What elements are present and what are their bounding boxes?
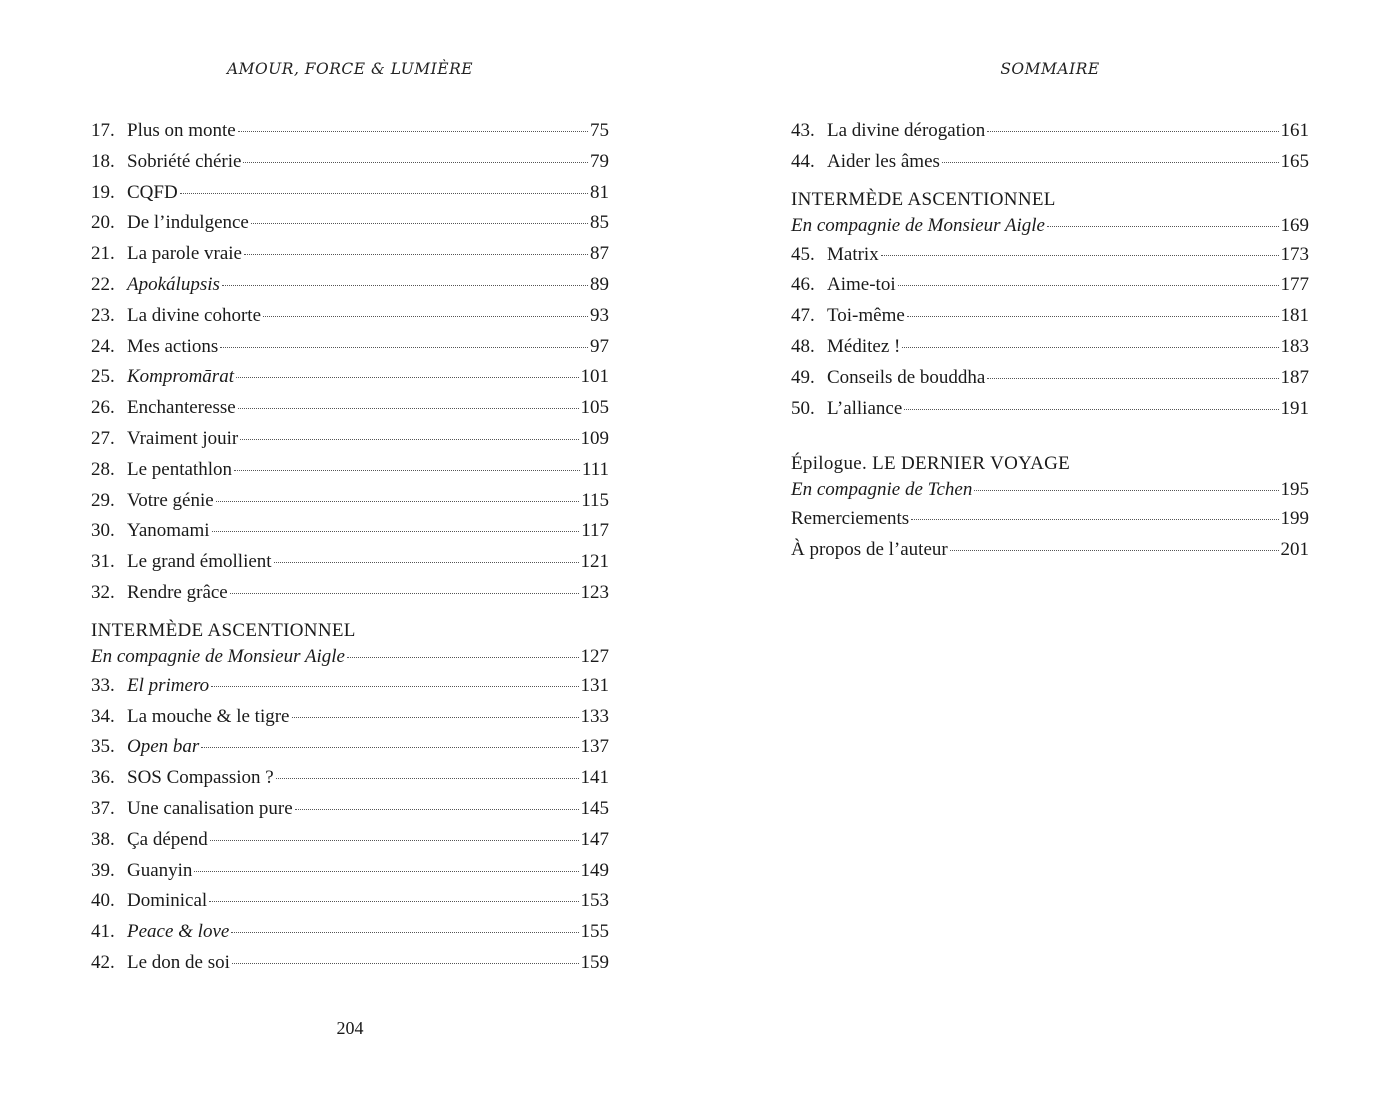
left-page xyxy=(91,0,609,1115)
entry-title: El primero xyxy=(127,674,210,696)
dot-leader xyxy=(216,500,579,502)
toc-entries xyxy=(91,671,609,979)
running-head-left: AMOUR, FORCE & LUMIÈRE xyxy=(226,60,474,78)
entry-number: 23. xyxy=(91,304,115,326)
dot-leader xyxy=(238,407,579,409)
entry-page: 105 xyxy=(580,397,609,419)
toc-entry[interactable] xyxy=(791,332,1309,363)
entry-title: Aime-toi xyxy=(827,274,896,296)
toc-entry[interactable] xyxy=(91,917,609,948)
entry-title: Ça dépend xyxy=(127,828,208,850)
entry-number: 36. xyxy=(91,767,115,789)
dot-leader xyxy=(881,254,1279,256)
toc-entry[interactable] xyxy=(91,578,609,609)
toc-entry[interactable] xyxy=(791,270,1309,301)
dot-leader xyxy=(292,716,579,718)
toc-entry[interactable] xyxy=(791,535,1309,566)
entry-title: La parole vraie xyxy=(127,243,242,265)
entry-page: 133 xyxy=(580,705,609,727)
entry-page: 109 xyxy=(580,427,609,449)
entry-number: 34. xyxy=(91,705,115,727)
entry-title: Kompromārat xyxy=(127,366,234,388)
toc-entry[interactable] xyxy=(91,486,609,517)
entry-title: Apokálupsis xyxy=(127,273,220,295)
toc-entry[interactable] xyxy=(91,547,609,578)
toc-entry[interactable] xyxy=(91,886,609,917)
dot-leader xyxy=(244,253,588,255)
entry-title: La divine dérogation xyxy=(827,120,986,141)
toc-entry[interactable] xyxy=(91,948,609,979)
entry-number: 43. xyxy=(791,120,815,141)
dot-leader xyxy=(210,839,579,841)
entry-number: 41. xyxy=(91,921,115,943)
toc-entry[interactable] xyxy=(91,455,609,486)
dot-leader xyxy=(902,346,1278,348)
toc-entry[interactable] xyxy=(791,147,1309,178)
dot-leader xyxy=(201,746,578,748)
entry-page: 159 xyxy=(580,951,609,973)
dot-leader xyxy=(904,408,1278,410)
entry-page: 191 xyxy=(1280,397,1309,419)
entry-page: 147 xyxy=(580,828,609,850)
toc-entry-interlude[interactable] xyxy=(91,643,609,671)
toc-entry[interactable] xyxy=(91,516,609,547)
entry-page: 123 xyxy=(580,581,609,603)
dot-leader xyxy=(276,777,579,779)
entry-number: 44. xyxy=(791,150,815,172)
toc-entry-epilogue[interactable] xyxy=(791,476,1309,504)
dot-leader xyxy=(907,315,1279,317)
entry-title: Peace & love xyxy=(127,921,230,943)
dot-leader xyxy=(295,808,579,810)
running-head-right: SOMMAIRE xyxy=(1000,60,1100,78)
dot-leader xyxy=(898,284,1279,286)
entry-number: 26. xyxy=(91,397,115,419)
dot-leader xyxy=(209,900,578,902)
entry-number: 40. xyxy=(91,890,115,912)
entry-number: 17. xyxy=(91,120,115,141)
toc-entry[interactable] xyxy=(91,270,609,301)
dot-leader xyxy=(194,870,578,872)
entry-number: 30. xyxy=(91,520,115,542)
entry-title: Mes actions xyxy=(127,335,219,357)
dot-leader xyxy=(180,192,588,194)
entry-page: 169 xyxy=(1280,214,1309,236)
entry-page: 93 xyxy=(590,304,609,326)
entry-number: 32. xyxy=(91,581,115,603)
toc-entry[interactable] xyxy=(791,116,1309,147)
entry-page: 153 xyxy=(580,890,609,912)
dot-leader xyxy=(231,931,578,933)
entry-number: 27. xyxy=(91,427,115,449)
entry-page: 145 xyxy=(580,797,609,819)
epilogue-title: LE DERNIER VOYAGE xyxy=(872,453,1071,475)
entry-number: 47. xyxy=(791,305,815,327)
entry-title: L’alliance xyxy=(827,397,903,419)
entry-number: 18. xyxy=(91,150,115,172)
entry-number: 28. xyxy=(91,458,115,480)
entry-page: 75 xyxy=(590,120,609,141)
dot-leader xyxy=(232,962,579,964)
toc-entry[interactable] xyxy=(791,301,1309,332)
entry-page: 181 xyxy=(1280,305,1309,327)
dot-leader xyxy=(347,656,579,658)
entry-page: 121 xyxy=(580,551,609,573)
entry-number: 39. xyxy=(91,859,115,881)
entry-number: 25. xyxy=(91,366,115,388)
entry-title: Matrix xyxy=(827,243,879,265)
entry-page: 149 xyxy=(580,859,609,881)
toc-entry[interactable] xyxy=(91,208,609,239)
entry-title: CQFD xyxy=(127,181,178,203)
entry-number: 37. xyxy=(91,797,115,819)
dot-leader xyxy=(211,685,578,687)
entry-page: 87 xyxy=(590,243,609,265)
entry-number: 49. xyxy=(791,366,815,388)
toc-entry[interactable] xyxy=(91,856,609,887)
entry-title: Guanyin xyxy=(127,859,193,881)
toc-entries xyxy=(791,240,1309,425)
entry-title: À propos de l’auteur xyxy=(791,539,948,561)
entry-page: 201 xyxy=(1280,539,1309,561)
interlude-heading: INTERMÈDE ASCENTIONNEL xyxy=(91,619,356,641)
entry-page: 177 xyxy=(1280,274,1309,296)
entry-page: 161 xyxy=(1280,120,1309,141)
entry-title: La divine cohorte xyxy=(127,304,262,326)
entry-title: De l’indulgence xyxy=(127,212,249,234)
entry-title: Méditez ! xyxy=(827,335,901,357)
entry-title: Votre génie xyxy=(127,489,214,511)
entry-page: 137 xyxy=(580,736,609,758)
entry-page: 79 xyxy=(590,150,609,172)
entry-number: 33. xyxy=(91,674,115,696)
toc-entry[interactable] xyxy=(791,394,1309,425)
entry-number: 46. xyxy=(791,274,815,296)
entry-title: Rendre grâce xyxy=(127,581,228,603)
dot-leader xyxy=(942,161,1279,163)
entry-page: 199 xyxy=(1280,508,1309,530)
toc-entry[interactable] xyxy=(91,178,609,209)
epilogue-heading xyxy=(791,452,1309,476)
dot-leader xyxy=(987,130,1278,132)
toc-entry[interactable] xyxy=(91,116,609,147)
entry-title: Le don de soi xyxy=(127,951,230,973)
entry-title: Dominical xyxy=(127,890,208,912)
toc-back-matter xyxy=(791,504,1309,566)
spacer xyxy=(791,424,1309,442)
entry-number: 45. xyxy=(791,243,815,265)
entry-page: 115 xyxy=(581,489,609,511)
entry-title: En compagnie de Monsieur Aigle xyxy=(91,645,345,667)
toc-entries xyxy=(91,116,609,609)
entry-page: 165 xyxy=(1280,150,1309,172)
toc-entry[interactable] xyxy=(91,393,609,424)
entry-page: 195 xyxy=(1280,479,1309,501)
interlude-heading: INTERMÈDE ASCENTIONNEL xyxy=(791,188,1056,210)
toc-entry[interactable] xyxy=(91,702,609,733)
toc-entry[interactable] xyxy=(91,825,609,856)
toc-entry[interactable] xyxy=(91,332,609,363)
entry-title: En compagnie de Monsieur Aigle xyxy=(791,214,1045,236)
entry-page: 89 xyxy=(590,273,609,295)
toc-entry[interactable] xyxy=(91,732,609,763)
entry-page: 85 xyxy=(590,212,609,234)
dot-leader xyxy=(950,549,1279,551)
toc-entry[interactable] xyxy=(91,239,609,270)
entry-title: Une canalisation pure xyxy=(127,797,293,819)
dot-leader xyxy=(974,489,1278,491)
toc-entry[interactable] xyxy=(791,363,1309,394)
dot-leader xyxy=(274,561,579,563)
entry-page: 183 xyxy=(1280,335,1309,357)
entry-number: 20. xyxy=(91,212,115,234)
entry-page: 187 xyxy=(1280,366,1309,388)
entry-title: Enchanteresse xyxy=(127,397,236,419)
entry-number: 48. xyxy=(791,335,815,357)
entry-page: 101 xyxy=(580,366,609,388)
entry-title: Toi-même xyxy=(827,305,905,327)
entry-title: Open bar xyxy=(127,736,200,758)
entry-title: SOS Compassion ? xyxy=(127,767,274,789)
dot-leader xyxy=(263,315,588,317)
entry-title: Le pentathlon xyxy=(127,458,232,480)
entry-number: 29. xyxy=(91,489,115,511)
epilogue-label: Épilogue. xyxy=(791,453,868,475)
dot-leader xyxy=(251,222,588,224)
entry-page: 141 xyxy=(580,767,609,789)
dot-leader xyxy=(1047,225,1279,227)
right-page xyxy=(791,0,1309,1115)
dot-leader xyxy=(220,346,588,348)
entry-title: En compagnie de Tchen xyxy=(791,479,973,501)
entry-title: Remerciements xyxy=(791,508,910,530)
entry-title: Sobriété chérie xyxy=(127,150,242,172)
entry-number: 50. xyxy=(791,397,815,419)
toc-entry[interactable] xyxy=(791,240,1309,271)
entry-page: 173 xyxy=(1280,243,1309,265)
entry-page: 117 xyxy=(581,520,609,542)
entry-number: 31. xyxy=(91,551,115,573)
folio: 204 xyxy=(336,1018,364,1038)
entry-title: Plus on monte xyxy=(127,120,236,141)
toc-entry[interactable] xyxy=(91,147,609,178)
toc-entry[interactable] xyxy=(91,671,609,702)
dot-leader xyxy=(243,161,588,163)
entry-number: 38. xyxy=(91,828,115,850)
dot-leader xyxy=(240,438,578,440)
entry-title: Conseils de bouddha xyxy=(827,366,986,388)
toc-entry[interactable] xyxy=(91,362,609,393)
toc-entry[interactable] xyxy=(791,504,1309,535)
dot-leader xyxy=(911,518,1278,520)
dot-leader xyxy=(987,377,1278,379)
entry-number: 21. xyxy=(91,243,115,265)
entry-page: 111 xyxy=(581,458,609,480)
entry-title: Aider les âmes xyxy=(827,150,940,172)
toc-entry[interactable] xyxy=(91,301,609,332)
entry-page: 127 xyxy=(580,645,609,667)
entry-page: 97 xyxy=(590,335,609,357)
entry-number: 35. xyxy=(91,736,115,758)
entry-title: La mouche & le tigre xyxy=(127,705,290,727)
dot-leader xyxy=(222,284,588,286)
entry-number: 19. xyxy=(91,181,115,203)
entry-number: 42. xyxy=(91,951,115,973)
toc-right xyxy=(791,116,1309,566)
entry-page: 81 xyxy=(590,181,609,203)
entry-page: 131 xyxy=(580,674,609,696)
toc-entries xyxy=(791,116,1309,178)
dot-leader xyxy=(238,130,588,132)
dot-leader xyxy=(212,530,580,532)
entry-title: Le grand émollient xyxy=(127,551,272,573)
dot-leader xyxy=(236,376,579,378)
entry-number: 24. xyxy=(91,335,115,357)
toc-entry[interactable] xyxy=(91,763,609,794)
dot-leader xyxy=(234,469,580,471)
entry-number: 22. xyxy=(91,273,115,295)
toc-entry-interlude[interactable] xyxy=(791,212,1309,240)
toc-entry[interactable] xyxy=(91,794,609,825)
entry-page: 155 xyxy=(580,921,609,943)
toc-left xyxy=(91,116,609,979)
toc-entry[interactable] xyxy=(91,424,609,455)
entry-title: Yanomami xyxy=(127,520,210,542)
entry-title: Vraiment jouir xyxy=(127,427,239,449)
dot-leader xyxy=(230,592,579,594)
